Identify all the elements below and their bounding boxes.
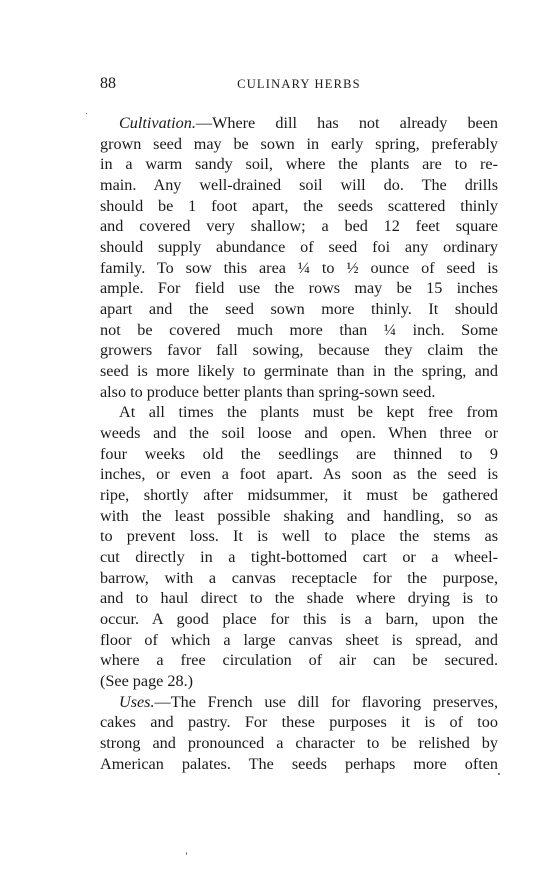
text-line: [100, 485, 498, 506]
line-text: seed is more likely to germinate than in the spring, and: [100, 362, 498, 381]
text-line: [100, 671, 498, 692]
text-line: [100, 278, 498, 299]
print-speck: [86, 113, 87, 114]
text-line: [100, 506, 498, 527]
line-text: should supply abundance of seed foi any ordinary: [100, 238, 498, 257]
print-speck: [498, 773, 500, 775]
text-line: [100, 340, 498, 361]
print-speck: [186, 852, 187, 855]
text-line: [100, 175, 498, 196]
line-text: At all times the plants must be kept free from: [119, 403, 498, 422]
text-line: [100, 547, 498, 568]
line-text: occur. A good place for this is a barn, upon the: [100, 610, 498, 629]
text-line: [100, 444, 498, 465]
text-line: [100, 526, 498, 547]
text-line: [100, 609, 498, 630]
line-text: floor of which a large canvas sheet is spread, and: [100, 630, 498, 649]
line-text: apart and the seed sown more thinly. It should: [100, 300, 498, 319]
text-line: [100, 299, 498, 320]
line-text: grown seed may be sown in early spring, preferably: [100, 134, 498, 153]
line-text: —The French use dill for flavoring preserves,: [154, 692, 498, 711]
line-text: inches, or even a foot apart. As soon as the seed is: [100, 465, 498, 484]
line-text: —Where dill has not already been: [195, 114, 498, 132]
line-text: also to produce better plants than spring-sown seed.: [100, 382, 436, 401]
text-line: [100, 692, 498, 713]
text-line: [100, 196, 498, 217]
text-line: [100, 402, 498, 423]
text-line: [100, 320, 498, 341]
text-line: [100, 712, 498, 733]
text-line: [100, 237, 498, 258]
running-title: CULINARY HERBS: [237, 77, 361, 91]
text-line: [100, 258, 498, 279]
text-line: [100, 568, 498, 589]
line-text: (See page 28.): [100, 672, 194, 691]
line-text: should be 1 foot apart, the seeds scattered thinly: [100, 196, 498, 215]
text-line: [100, 361, 498, 382]
text-line: [100, 134, 498, 155]
text-line: [100, 650, 498, 671]
section-lead: Uses.: [119, 692, 155, 711]
section-lead: Cultivation.: [119, 114, 196, 132]
line-text: to prevent loss. It is well to place the stems as: [100, 527, 498, 546]
text-line: [100, 588, 498, 609]
line-text: growers favor fall sowing, because they claim the: [100, 341, 498, 360]
line-text: ample. For field use the rows may be 15 inches: [100, 279, 498, 298]
line-text: ripe, shortly after midsummer, it must be gathered: [100, 486, 498, 505]
line-text: barrow, with a canvas receptacle for the purpose,: [100, 568, 498, 587]
line-text: family. To sow this area ¼ to ½ ounce of seed is: [100, 258, 498, 277]
text-line: [100, 382, 498, 403]
line-text: strong and pronounced a character to be relished by: [100, 734, 498, 753]
text-line: [100, 464, 498, 485]
line-text: where a free circulation of air can be secured.: [100, 651, 498, 670]
line-text: with the least possible shaking and handling, so as: [100, 506, 498, 525]
line-text: and to haul direct to the shade where drying is to: [100, 589, 498, 608]
text-line: [100, 733, 498, 754]
line-text: cut directly in a tight-bottomed cart or a wheel-: [100, 548, 498, 567]
line-text: cakes and pastry. For these purposes it is of too: [100, 713, 498, 732]
text-line: [100, 113, 498, 134]
text-line: [100, 630, 498, 651]
line-text: and covered very shallow; a bed 12 feet square: [100, 217, 498, 236]
line-text: main. Any well-drained soil will do. The drills: [100, 176, 498, 195]
page-number: 88: [100, 75, 116, 92]
text-line: [100, 216, 498, 237]
line-text: four weeks old the seedlings are thinned to 9: [100, 444, 498, 463]
line-text: weeds and the soil loose and open. When three or: [100, 424, 498, 443]
text-line: [100, 423, 498, 444]
text-line: [100, 754, 498, 775]
text-line: [100, 154, 498, 175]
body-text: [100, 113, 498, 775]
line-text: not be covered much more than ¼ inch. Some: [100, 320, 498, 339]
line-text: in a warm sandy soil, where the plants are to re-: [100, 155, 498, 174]
page-header: [100, 75, 498, 95]
line-text: American palates. The seeds perhaps more often: [100, 754, 498, 773]
